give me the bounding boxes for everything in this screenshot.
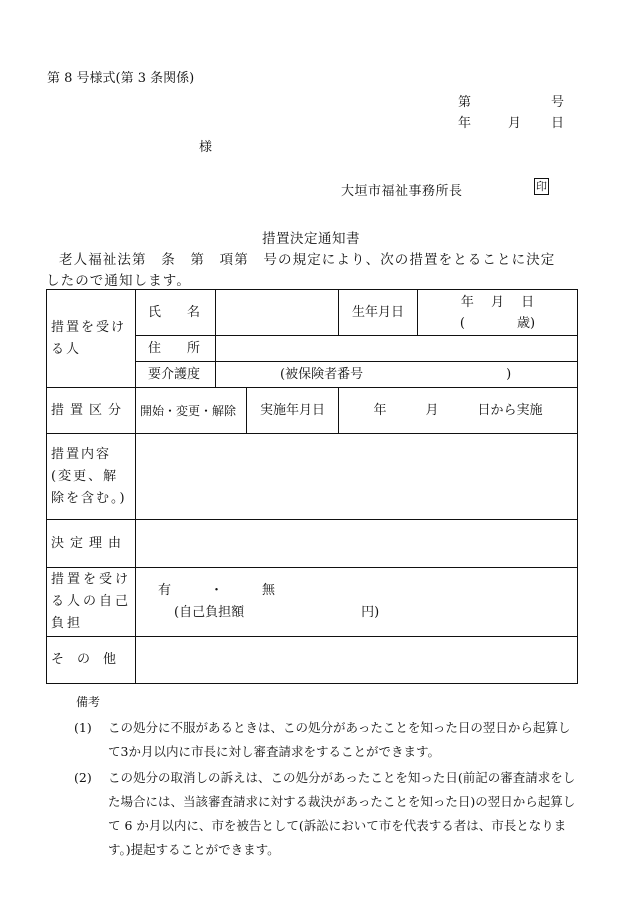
seal-mark: 印 [536,180,547,193]
note-2 [74,766,579,862]
form-number: 第 8 号様式(第 3 条関係) [47,71,195,86]
intro-line-1: 老人福祉法第 条 第 項第 号の規定により、次の措置をとることに決定 [59,252,556,268]
birth-date-cell[interactable] [418,290,578,336]
content-value[interactable] [136,434,578,520]
doc-number-prefix: 第 [458,95,472,110]
burden-options[interactable]: 有 ・ 無 [158,583,276,598]
intro-line-2: したので通知します。 [46,273,191,289]
note-2-text: この処分の取消しの訴えは、この処分があったことを知った日(前記の審査請求をした場合には、当該審査請求に対する裁決があったことを知った日)の翌日から起算して 6 か月以内に、市を被告として(訴訟において市を代表する者は、市長となります。)提起することができます。 [108,770,576,857]
document-title: 措置決定通知書 [262,231,360,247]
addressee-suffix: 様 [199,140,213,155]
name-value[interactable] [216,290,339,336]
address-label: 住 所 [136,336,216,362]
person-label: 措置を受ける人 [47,290,136,388]
start-date-label: 実施年月日 [247,388,339,434]
decision-table [46,289,578,684]
reason-value[interactable] [136,520,578,568]
burden-label: 措置を受ける人の自己負担 [47,568,136,637]
date-day: 日 [551,116,565,131]
note-1-text: この処分に不服があるときは、この処分があったことを知った日の翌日から起算して3か月以内に市長に対し審査請求をすることができます。 [108,720,571,759]
doc-number-suffix: 号 [551,95,565,110]
birth-date: 年 月 日 [460,294,535,310]
content-label: 措置内容(変更、解除を含む。) [47,434,136,520]
address-value[interactable] [216,336,578,362]
date-year: 年 [458,116,472,131]
category-options[interactable]: 開始・変更・解除 [136,388,247,434]
note-1-number: (1) [74,720,92,735]
other-value[interactable] [136,637,578,684]
date-month: 月 [508,116,522,131]
note-1 [74,716,579,764]
burden-cell[interactable] [136,568,578,637]
insured-number[interactable]: (被保険者番号 ) [216,362,578,388]
name-label: 氏 名 [136,290,216,336]
note-2-number: (2) [74,770,92,785]
reason-label: 決定理由 [47,520,136,568]
other-label: そ の 他 [47,637,136,684]
age: ( 歳) [459,315,536,331]
notes-title: 備考 [76,695,101,709]
burden-amount[interactable]: (自己負担額 円) [174,605,380,620]
start-date-value[interactable]: 年 月 日から実施 [339,388,578,434]
category-label: 措置区分 [47,388,136,434]
birth-label: 生年月日 [339,290,418,336]
care-level-label: 要介護度 [136,362,216,388]
issuer-name: 大垣市福祉事務所長 [341,184,463,199]
